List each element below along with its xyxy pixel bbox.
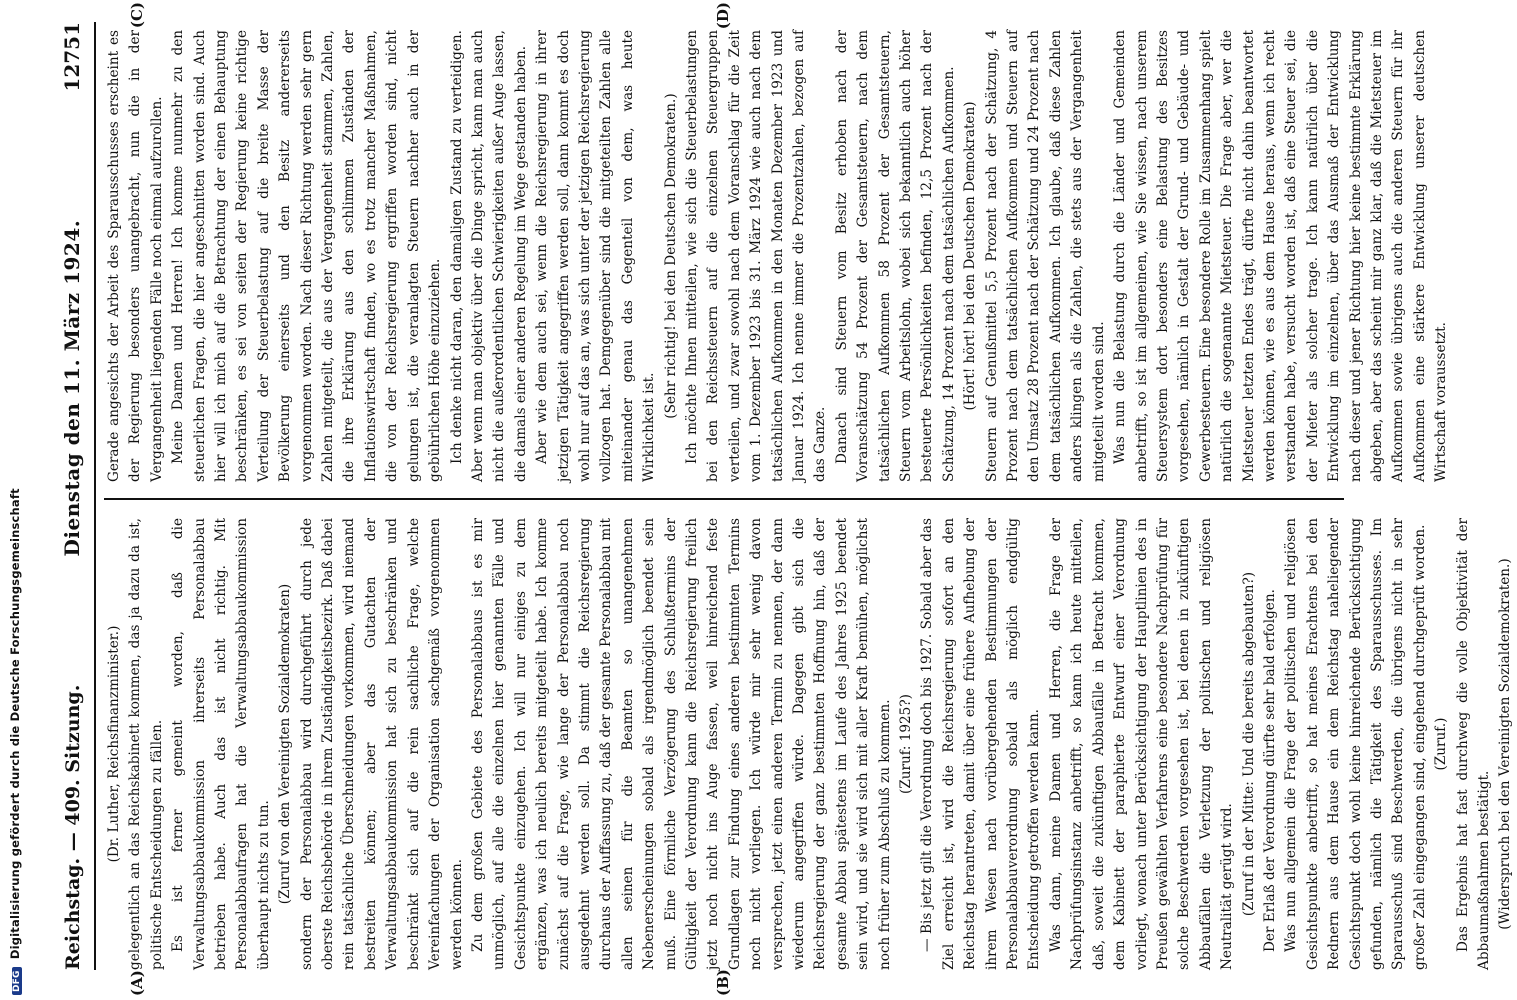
margin-marker-b: (B) <box>714 969 732 996</box>
page-number: 12751 <box>60 22 84 92</box>
interjection: (Zuruf von den Vereinigten Sozialdemokraten) <box>277 583 294 905</box>
paragraph: gelegentlich an das Reichskabinett kommen, das ja dazu da ist, politische Entscheidungen zu fällen. <box>127 518 165 970</box>
header-session: Reichstag. — 409. Sitzung. <box>62 684 84 970</box>
paragraph: Das Ergebnis hat fast durchweg die volle Objektivität der Abbaumaßnahmen bestätigt. <box>1454 518 1492 970</box>
speaker-line: (Dr. Luther, Reichsfinanzminister.) <box>106 625 122 863</box>
interjection: (Widerspruch bei den Vereinigten Sozialdemokraten.) <box>1497 558 1514 930</box>
left-column <box>104 518 1514 970</box>
paragraph: — Bis jetzt gilt die Verordnung doch bis 1927. Sobald aber das Ziel erreicht ist, wird die Reichsregierung sofort an den Reichstag herantreten, damit über eine frühere Aufhebung der ihrem Wesen nach vorübergehenden Bestimmungen der Personalabbauverordnung sobald als möglich endgültig Entscheidung getroffen werden kann. <box>919 518 1043 970</box>
paragraph: Ich möchte Ihnen mitteilen, wie sich die Steuerbelastungen bei den Reichssteuern auf die einzelnen Steuergruppen verteilen, und zwar sowohl nach dem Voranschlag für die Zeit vom 1. Dezember 1923 bis 31. März 1924 wie auch nach dem tatsächlichen Aufkommen in den Monaten Dezember 1923 und Januar 1924. Ich nenne immer die Prozentzahlen, bezogen auf das Ganze. <box>683 30 829 482</box>
paragraph: Zu dem großen Gebiete des Personalabbaus ist es mir unmöglich, auf alle die einzelnen hier genannten Fälle und Gesichtspunkte einzugehen. Ich will nur einiges zu dem ergänzen, was ich neulich bereits mitgeteilt habe. Ich komme zunächst auf die Frage, wie lange der Personalabbau noch ausgedehnt werden soll. Da stimmt die Reichsregierung durchaus der Auffassung zu, daß der gesamte Personalabbau mit allen seinen für die Beamten so unangenehmen Nebenerscheinungen sobald als irgendmöglich beendet sein muß. Eine förmliche Verzögerung des Schlußtermins der Gültigkeit der Verordnung kann die Reichsregierung freilich jetzt noch nicht ins Auge fassen, weil hinreichend feste Grundlagen zur Findung eines anderen bestimmten Termins noch nicht vorliegen. Ich würde mir sehr wenig davon versprechen, jetzt einen anderen Termin zu nennen, der dann wiederum angegriffen würde. Dagegen gibt sich die Reichsregierung der ganz bestimmten Hoffnung hin, daß der gesamte Abbau spätestens im Laufe des Jahres 1925 beendet sein wird, und sie wird sich mit aller Kraft bemühen, möglichst noch früher zum Abschluß zu kommen. <box>469 518 893 970</box>
page-header <box>60 22 96 970</box>
paragraph: Was nun allgemein die Frage der politischen und religiösen Gesichtspunkte anbetrifft, so hat meines Erachtens bei den Rednern aus dem Hause ein dem Reichstag naheliegender Gesichtspunkt doch wohl keine hinreichende Berücksichtigung gefunden, nämlich die Tätigkeit des Sparausschusses. Im Sparausschuß sind Beschwerden, die übrigens nicht in sehr großer Zahl eingegangen sind, eingehend durchgeprüft worden. <box>1283 518 1428 970</box>
paragraph: Es ist ferner gemeint worden, daß die Verwaltungsabbaukommission ihrerseits Personalabbau betrieben habe. Auch das ist nicht richtig. Mit Personalabbaufragen hat die Verwaltungsabbaukommission überhaupt nichts zu tun. <box>170 518 272 970</box>
paragraph: Danach sind Steuern vom Besitz erhoben nach der Voranschätzung 54 Prozent der Gesamtsteuern, nach dem tatsächlichen Aufkommen 58 Prozent der Gesamtsteuern, Steuern vom Arbeitslohn, wobei sich bekanntlich auch höher besteuerte Persönlichkeiten befinden, 12,5 Prozent nach der Schätzung, 14 Prozent nach dem tatsächlichen Aufkommen. <box>833 30 957 482</box>
rotated-page <box>52 0 1514 1000</box>
digitization-credit: Digitalisierung gefördert durch die Deutsche Forschungsgemeinschaft <box>8 488 22 960</box>
paragraph: Aber wie dem auch sei, wenn die Reichsregierung in ihrer jetzigen Tätigkeit angegriffen werden soll, dann kommt es doch wohl nur auf das an, was sich unter der jetzigen Reichsregierung vollzogen hat. Demgegenüber sind die mitgeteilten Zahlen alle miteinander genau das Gegenteil von dem, was heute Wirklichkeit ist. <box>534 30 658 482</box>
paragraph: Der Erlaß der Verordnung dürfte sehr bald erfolgen. <box>1261 589 1278 952</box>
interjection: (Sehr richtig! bei den Deutschen Demokraten.) <box>662 93 679 419</box>
interjection: (Zuruf in der Mitte: Und die bereits abgebauten?) <box>1240 571 1257 917</box>
column-divider <box>104 498 1344 500</box>
text-columns <box>104 2 1514 996</box>
margin-marker-d: (D) <box>714 2 732 30</box>
right-column <box>104 30 1450 482</box>
paragraph: Gerade angesichts der Arbeit des Sparausschusses erscheint es der Regierung besonders unangebracht, nun die in der Vergangenheit liegenden Fälle noch einmal aufzurollen. <box>106 30 165 482</box>
paragraph: Steuern auf Genußmittel 5,5 Prozent nach der Schätzung, 4 Prozent nach dem tatsächlichen Aufkommen und Steuern auf den Umsatz 28 Prozent nach der Schätzung und 24 Prozent nach dem tatsächlichen Aufkommen. Ich glaube, daß diese Zahlen anders klingen als die Zahlen, die stets aus der Vergangenheit mitgeteilt worden sind. <box>983 30 1107 482</box>
margin-marker-c: (C) <box>128 2 146 29</box>
interjection: (Hört! hört! bei den Deutschen Demokraten) <box>962 101 979 411</box>
interjection: (Zuruf: 1925?) <box>898 694 915 794</box>
paragraph: Was dann, meine Damen und Herren, die Frage der Nachprüfungsinstanz anbetrifft, so kann ich heute mitteilen, daß, soweit die zukünftigen Abbaufälle in Betracht kommen, dem Kabinett der paraphierte Entwurf einer Verordnung vorliegt, wonach unter Berücksichtigung der Hauptlinien des in Preußen gewählten Verfahrens eine besondere Nachprüfung für solche Beschwerden vorgesehen ist, bei denen in zukünftigen Abbaufällen die Verletzung der politischen und religiösen Neutralität gerügt wird. <box>1047 518 1236 970</box>
paragraph: Ich denke nicht daran, den damaligen Zustand zu verteidigen. Aber wenn man objektiv über die Dinge spricht, kann man auch nicht die außerordentlichen Schwierigkeiten außer Auge lassen, die damals einer anderen Regelung im Wege gestanden haben. <box>448 30 529 482</box>
interjection: (Zuruf.) <box>1433 717 1450 771</box>
paragraph: Meine Damen und Herren! Ich komme nunmehr zu den steuerlichen Fragen, die hier angeschnitten worden sind. Auch hier will ich mich auf die Betrachtung der einen Behauptung beschränken, es sei von seiten der Regierung keine richtige Verteilung der Steuerbelastung auf die breite Masse der Bevölkerung einerseits und den Besitz andererseits vorgenommen worden. Nach dieser Richtung werden sehr gern Zahlen mitgeteilt, die aus der Vergangenheit stammen, Zahlen, die ihre Erklärung aus den schlimmen Zuständen der Inflationswirtschaft finden, wo es trotz mancher Maßnahmen, die von der Reichsregierung ergriffen worden sind, nicht gelungen ist, die veranlagten Steuern nachher auch in der gebührlichen Höhe einzuziehen. <box>170 30 444 482</box>
dfg-logo-icon: DFG <box>12 967 22 995</box>
paragraph: Was nun die Belastung durch die Länder und Gemeinden anbetrifft, so ist im allgemeinen, wie Sie wissen, nach unserem Steuersystem dort besonders eine Belastung des Besitzes vorgesehen, nämlich in Gestalt der Grund- und Gebäude- und Gewerbesteuern. Eine besondere Rolle im Zusammenhang spielt natürlich die sogenannte Mietsteuer. Die Frage aber, wer die Mietsteuer letzten Endes trägt, dürfte nicht dahin beantwortet werden können, wie es aus dem Hause heraus, wenn ich recht verstanden habe, versucht worden ist, daß eine Steuer sei, die der Mieter als solcher trage. Ich kann natürlich über die Entwicklung im einzelnen, über das Ausmaß der Entwicklung nach dieser und jener Richtung hier keine bestimmte Erklärung abgeben, aber das scheint mir ganz klar, daß die Mietsteuer im Aufkommen sowie übrigens auch die anderen Steuern für ihr Aufkommen eine stärkere Entwicklung unserer deutschen Wirtschaft voraussetzt. <box>1112 30 1450 482</box>
paragraph: sondern der Personalabbau wird durchgeführt durch jede oberste Reichsbehörde in ihrem Zuständigkeitsbezirk. Daß dabei rein tatsächliche Überschneidungen vorkommen, wird niemand bestreiten können; aber das Gutachten der Verwaltungsabbaukommission hat sich zu beschränken und beschränkt sich auf die rein sachliche Frage, welche Vereinfachungen der Organisation sachgemäß vorgenommen werden können. <box>298 518 465 970</box>
header-date: Dienstag den 11. März 1924. <box>60 219 84 557</box>
margin-marker-a: (A) <box>128 970 146 996</box>
